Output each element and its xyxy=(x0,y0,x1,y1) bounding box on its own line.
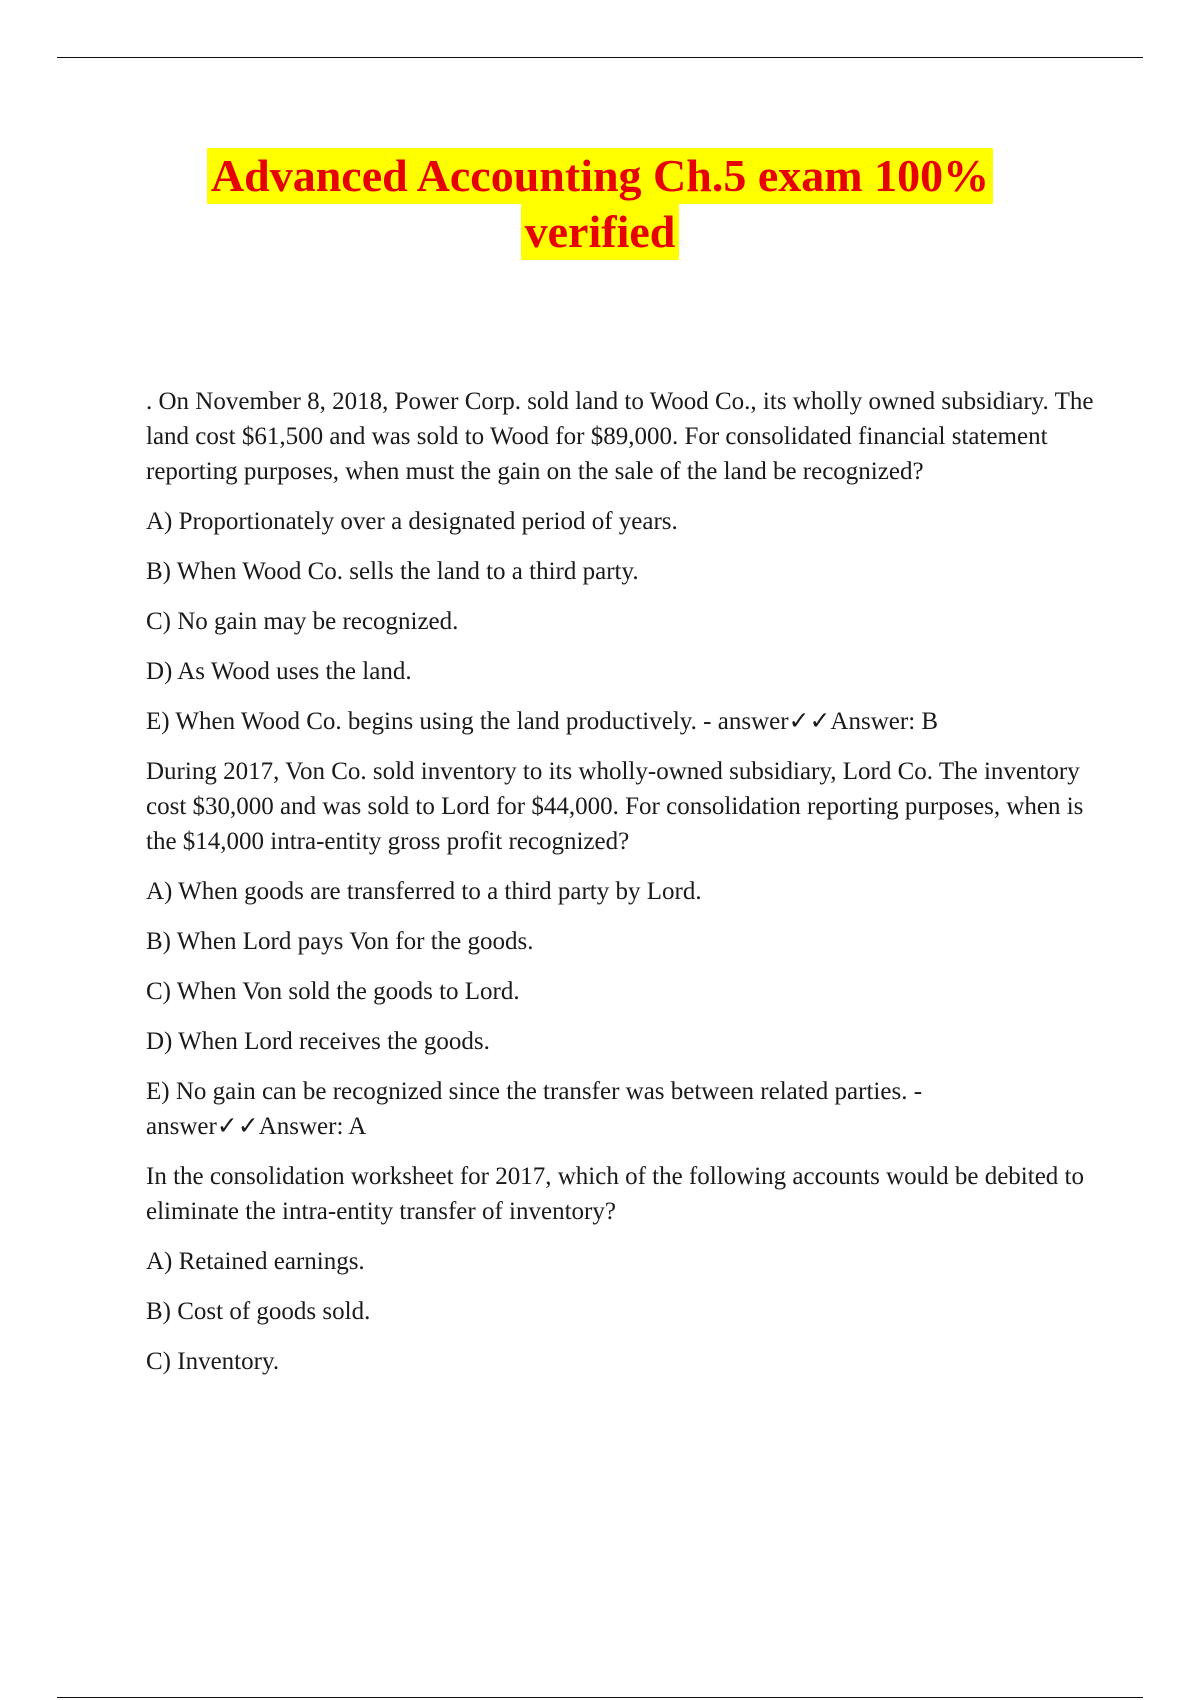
question-3-option-b: B) Cost of goods sold. xyxy=(146,1298,371,1325)
title-line-1: Advanced Accounting Ch.5 exam 100% xyxy=(207,148,993,204)
question-1-option-b: B) When Wood Co. sells the land to a third party. xyxy=(146,558,639,585)
title-line-2: verified xyxy=(521,204,680,260)
question-2-option-e-answer: E) No gain can be recognized since the transfer was between related parties. - answer✓✓Answer: A xyxy=(146,1078,923,1140)
document-body xyxy=(146,384,1096,1394)
question-1-option-c: C) No gain may be recognized. xyxy=(146,608,459,635)
question-1-option-e-answer: E) When Wood Co. begins using the land productively. - answer✓✓Answer: B xyxy=(146,708,939,735)
header-rule xyxy=(57,57,1143,58)
question-1-option-d: D) As Wood uses the land. xyxy=(146,658,412,685)
question-1-stem: . On November 8, 2018, Power Corp. sold land to Wood Co., its wholly owned subsidiary. The land cost $61,500 and was sold to Wood for $89,000. For consolidated financial statement reporting purposes, when must the gain on the sale of the land be recognized? xyxy=(146,388,1094,485)
document-title xyxy=(0,148,1200,260)
question-3-option-a: A) Retained earnings. xyxy=(146,1248,365,1275)
question-2-option-c: C) When Von sold the goods to Lord. xyxy=(146,978,520,1005)
question-1-option-a: A) Proportionately over a designated period of years. xyxy=(146,508,678,535)
question-3-option-c: C) Inventory. xyxy=(146,1348,280,1375)
footer-rule xyxy=(57,1697,1143,1698)
question-3-stem: In the consolidation worksheet for 2017, which of the following accounts would be debited to eliminate the intra-entity transfer of inventory? xyxy=(146,1163,1084,1225)
question-2-option-b: B) When Lord pays Von for the goods. xyxy=(146,928,534,955)
question-2-stem: During 2017, Von Co. sold inventory to its wholly-owned subsidiary, Lord Co. The inventory cost $30,000 and was sold to Lord for $44,000. For consolidation reporting purposes, when is the $14,000 intra-entity gross profit recognized? xyxy=(146,758,1084,855)
question-2-option-d: D) When Lord receives the goods. xyxy=(146,1028,490,1055)
question-2-option-a: A) When goods are transferred to a third party by Lord. xyxy=(146,878,702,905)
